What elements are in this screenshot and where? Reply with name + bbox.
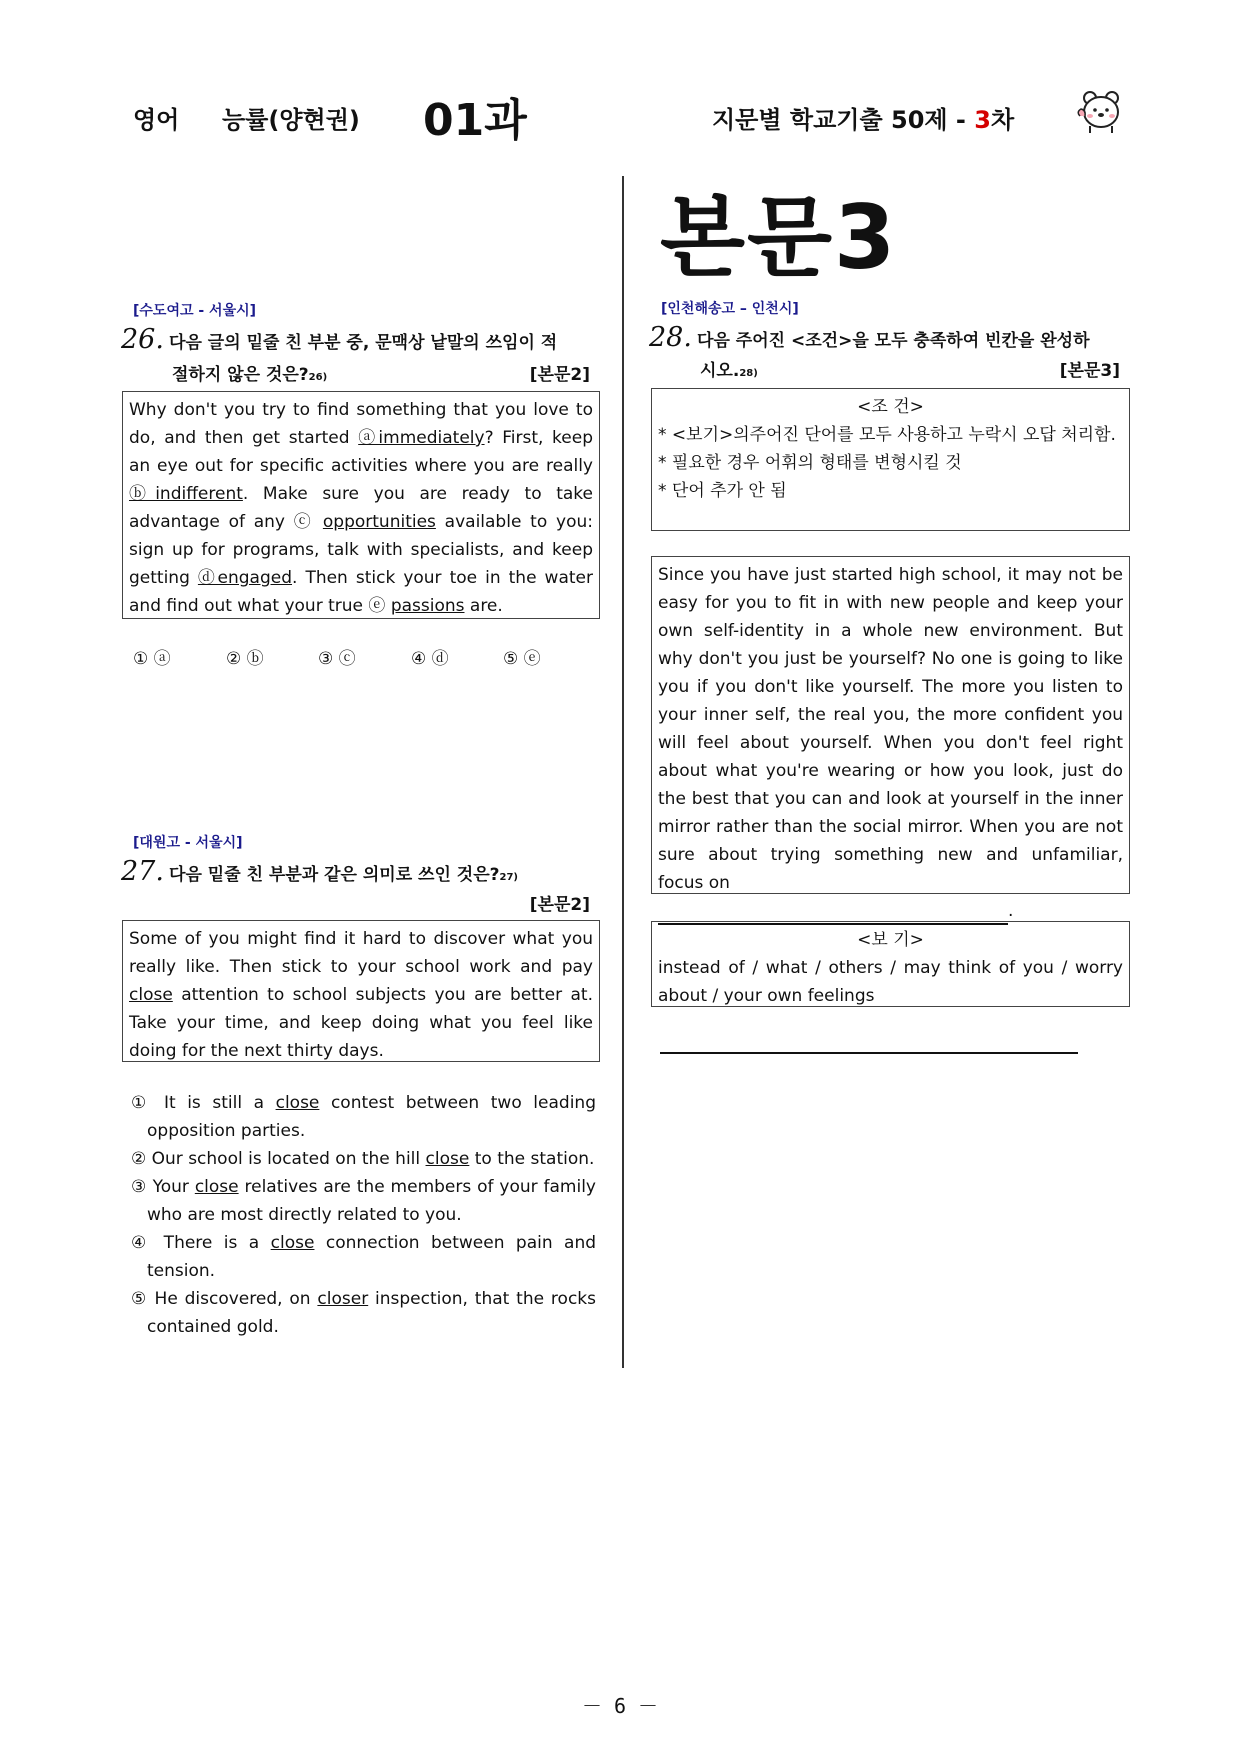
q28-passage-text: Since you have just started high school, it may not be easy for you to fit in with new people and keep your own self-identity in a whole new environment. But why don't you just be yourself? No one is going to like you if you don't like yourself. The more you listen to your inner self, the real you, the more confident you will feel about yourself. When you don't feel right about what you're wearing or how you look, just do the best that you can and look at yourself in the inner mirror rather than the social mirror. When you are not sure about trying something new and unfamiliar, focus on — [658, 565, 1123, 893]
q27-choice-1[interactable]: ① It is still a close contest between two leading opposition parties. — [131, 1093, 596, 1141]
q28-condition-3: * 단어 추가 안 됨 — [658, 481, 787, 501]
q28-passage-box — [651, 556, 1130, 921]
q26-underline-c: opportunities — [322, 512, 436, 532]
q26-choice-4[interactable]: ④ ⓓ — [411, 649, 449, 669]
q28-bogi-text: instead of / what / others / may think of you / worry about / your own feelings — [658, 958, 1123, 1006]
q28-text-line2: 시오. — [700, 361, 740, 381]
q26-passage-text: Why don't you try to find something that you love to do, and then get started — [129, 400, 593, 448]
q28-text-line2-wrap — [700, 356, 758, 381]
q26-choice-3[interactable]: ③ ⓒ — [318, 649, 356, 669]
q27-number: 27. — [121, 856, 164, 887]
q28-source: [인천해송고 – 인천시] — [661, 301, 799, 317]
q27-source: [대원고 - 서울시] — [133, 835, 243, 851]
round-number: 3 — [974, 106, 991, 134]
lesson-label: 01과 — [423, 95, 527, 146]
q28-question — [649, 322, 1127, 353]
round-suffix: 차 — [990, 106, 1015, 134]
page-number: － 6 － — [581, 1694, 659, 1718]
q27-choice-5[interactable]: ⑤ He discovered, on closer inspection, that the rocks contained gold. — [131, 1289, 596, 1337]
q26-passage-text: available to you: sign up for programs, talk with specialists, and keep getting — [129, 512, 593, 588]
q26-underline-e: passions — [390, 596, 465, 616]
q27-underline: close — [129, 985, 173, 1005]
q28-number: 28. — [649, 322, 692, 353]
q27-passage-text: Some of you might find it hard to discover what you really like. Then stick to your school work and pay — [129, 929, 593, 977]
q26-passage-text: ? First, keep an eye out for specific activities where you are really — [129, 428, 593, 476]
q27-question — [121, 856, 597, 887]
subject-label: 영어 — [133, 106, 180, 134]
q27-passage-text: attention to school subjects you are better at. Take your time, and keep doing what you feel like doing for the next thirty days. — [129, 985, 593, 1061]
q27-footnote: 27) — [499, 872, 519, 883]
q26-underline-a: ⓐimmediately — [358, 428, 485, 448]
q26-passage-text: . Then stick your toe in the water and find out what your true ⓔ — [129, 568, 593, 616]
bear-mascot-icon — [1076, 86, 1126, 140]
q28-answer-blank[interactable]: . — [658, 897, 1123, 925]
q28-conditions-title: <조 건> — [857, 397, 924, 417]
series-label — [712, 100, 1014, 135]
q28-conditions-box — [651, 388, 1130, 531]
q27-text: 다음 밑줄 친 부분과 같은 의미로 쓰인 것은? — [169, 865, 500, 885]
q26-passage-text: are. — [464, 596, 503, 616]
q27-choice-2[interactable]: ② Our school is located on the hill close to the station. — [131, 1149, 595, 1169]
q28-bogi-box — [651, 921, 1130, 1007]
q26-source: [수도여고 - 서울시] — [133, 303, 257, 319]
q28-condition-2: * 필요한 경우 어휘의 형태를 변형시킬 것 — [658, 453, 962, 473]
q27-choice-3[interactable]: ③ Your close relatives are the members of your family who are most directly related to you. — [131, 1177, 596, 1225]
q27-choices — [131, 1089, 596, 1341]
q26-tag: [본문2] — [529, 365, 590, 385]
q27-passage-box — [122, 920, 600, 1062]
q26-passage-box — [122, 391, 600, 619]
q26-passage-text: . Make sure you are ready to take advantage of any ⓒ — [129, 484, 593, 532]
q26-text-line2: 절하지 않은 것은? — [172, 365, 309, 385]
q28-tag: [본문3] — [1059, 361, 1120, 381]
q26-text-line1: 다음 글의 밑줄 친 부분 중, 문맥상 낱말의 쓰임이 적 — [169, 333, 558, 353]
q26-underline-d: ⓓengaged — [197, 568, 293, 588]
q26-choice-5[interactable]: ⑤ ⓔ — [503, 649, 541, 669]
q28-footnote: 28) — [739, 368, 758, 379]
column-divider — [622, 176, 624, 1368]
q27-choice-4[interactable]: ④ There is a close connection between pain and tension. — [131, 1233, 597, 1281]
q26-choice-2[interactable]: ② ⓑ — [226, 649, 264, 669]
q28-text-line1: 다음 주어진 <조건>을 모두 충족하여 빈칸을 완성하 — [697, 331, 1090, 351]
q28-condition-1: * <보기>의주어진 단어를 모두 사용하고 누락시 오답 처리함. — [658, 425, 1116, 445]
series-prefix: 지문별 학교기출 50제 - — [712, 106, 966, 134]
q26-underline-b: ⓑindifferent — [129, 484, 243, 504]
q26-number: 26. — [121, 324, 164, 355]
q28-bogi-title: <보 기> — [857, 930, 924, 950]
section-title: 본문3 — [660, 186, 898, 289]
q28-answer-line[interactable] — [660, 1052, 1078, 1054]
q26-text-line2-wrap — [172, 360, 327, 385]
q26-choice-1[interactable]: ① ⓐ — [133, 649, 171, 669]
q26-footnote: 26) — [308, 372, 328, 383]
textbook-label: 능률(양현권) — [222, 106, 360, 134]
q26-question — [121, 324, 597, 355]
q27-tag: [본문2] — [529, 895, 590, 915]
